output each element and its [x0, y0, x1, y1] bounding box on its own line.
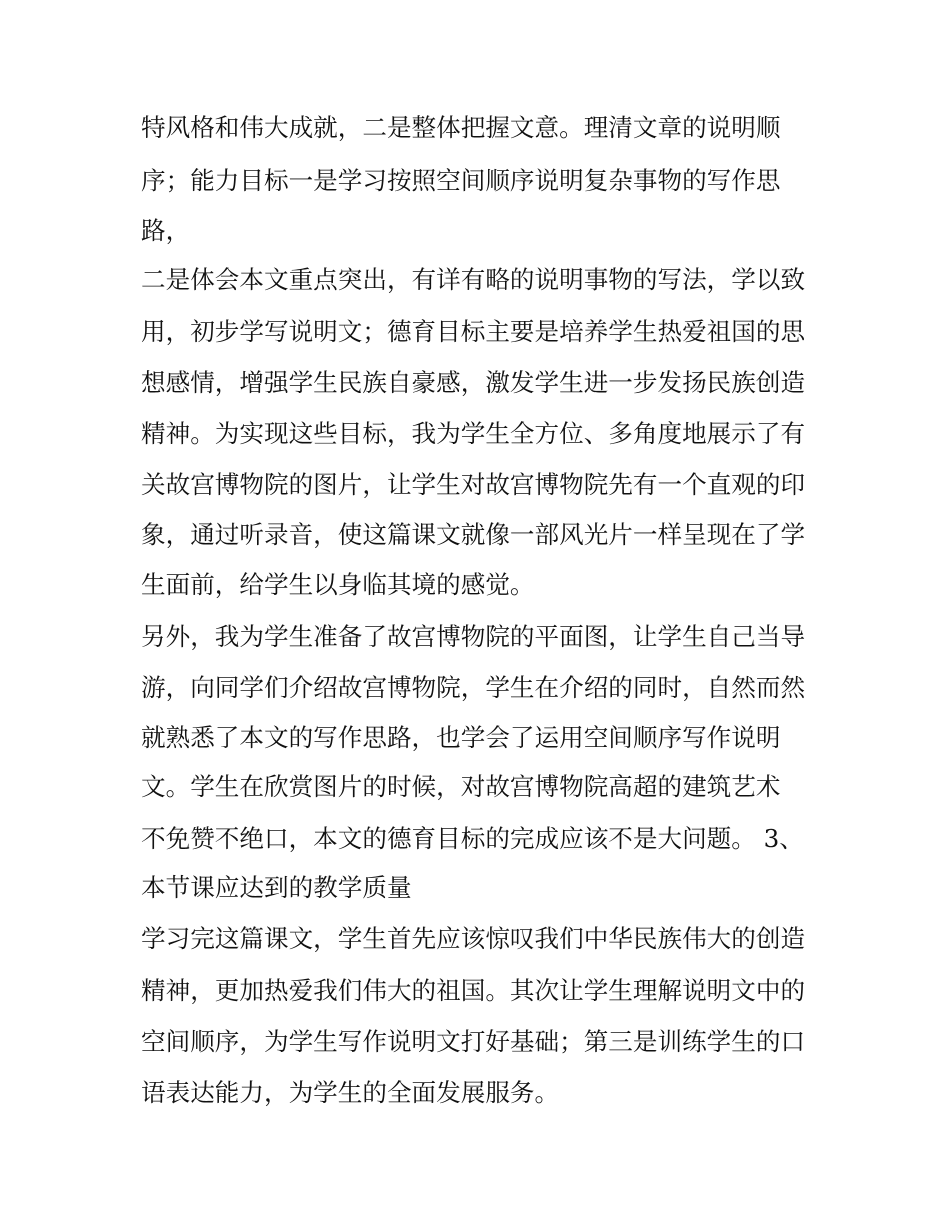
text-line-1: 特风格和伟大成就，二是整体把握文意。理清文章的说明顺 — [141, 113, 781, 142]
text-line-12: 游，向同学们介绍故宫博物院，学生在介绍的同时，自然而然 — [141, 673, 806, 702]
text-line-8: 关故宫博物院的图片，让学生对故宫博物院先有一个直观的印 — [141, 470, 806, 499]
text-line-5: 用，初步学写说明文；德育目标主要是培养学生热爱祖国的思 — [141, 317, 806, 346]
text-line-13: 就熟悉了本文的写作思路，也学会了运用空间顺序写作说明 — [141, 723, 781, 752]
text-line-9: 象，通过听录音，使这篇课文就像一部风光片一样呈现在了学 — [141, 520, 806, 549]
text-line-19: 空间顺序，为学生写作说明文打好基础；第三是训练学生的口 — [141, 1027, 806, 1056]
text-line-7: 精神。为实现这些目标，我为学生全方位、多角度地展示了有 — [141, 419, 806, 448]
text-line-2: 序；能力目标一是学习按照空间顺序说明复杂事物的写作思 — [141, 166, 781, 195]
text-line-20: 语表达能力，为学生的全面发展服务。 — [141, 1078, 560, 1107]
text-line-17: 学习完这篇课文，学生首先应该惊叹我们中华民族伟大的创造 — [141, 924, 806, 953]
text-line-11: 另外，我为学生准备了故宫博物院的平面图，让学生自己当导 — [141, 622, 806, 651]
text-line-18: 精神，更加热爱我们伟大的祖国。其次让学生理解说明文中的 — [141, 976, 806, 1005]
text-line-4: 二是体会本文重点突出，有详有略的说明事物的写法，学以致 — [141, 265, 806, 294]
text-line-15: 不免赞不绝口，本文的德育目标的完成应该不是大问题。 3、 — [141, 824, 804, 853]
text-line-10: 生面前，给学生以身临其境的感觉。 — [141, 570, 535, 599]
text-line-16: 本节课应达到的教学质量 — [141, 873, 412, 902]
text-line-3: 路， — [141, 216, 191, 245]
text-line-14: 文。学生在欣赏图片的时候，对故宫博物院高超的建筑艺术 — [141, 772, 781, 801]
text-line-6: 想感情，增强学生民族自豪感，激发学生进一步发扬民族创造 — [141, 368, 806, 397]
